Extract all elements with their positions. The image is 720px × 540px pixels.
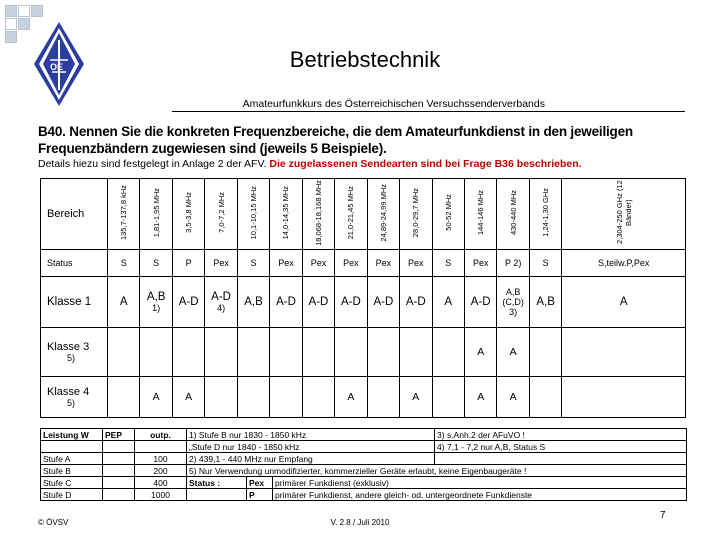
klasse3-cell	[205, 328, 237, 377]
klasse4-note: 5)	[67, 398, 76, 408]
klasse3-cell: A	[464, 328, 496, 377]
footer-version: V. 2.8 / Juli 2010	[330, 518, 390, 527]
klasse1-note: 3)	[509, 307, 518, 317]
table-row	[41, 250, 686, 277]
klasse1-cell: A-D	[172, 277, 204, 328]
klasse4-cell	[237, 377, 269, 418]
note-cell: 1) Stufe B nur 1830 - 1850 kHz	[187, 429, 435, 441]
band-label: 10,1-10,15 MHz	[249, 185, 259, 240]
band-label: 50-52 MHz	[443, 194, 453, 231]
cell: Stufe A	[41, 453, 103, 465]
klasse3-cell	[270, 328, 302, 377]
band-cell	[270, 179, 302, 250]
table-row	[41, 179, 686, 250]
band-cell	[562, 179, 686, 250]
status-cell: P	[172, 250, 204, 277]
klasse4-cell	[108, 377, 140, 418]
klasse4-cell	[562, 377, 686, 418]
band-label: 14,0-14,35 MHz	[281, 185, 291, 240]
note-cell	[435, 453, 687, 465]
status-cell: Pex	[464, 250, 496, 277]
klasse4-cell: A	[464, 377, 496, 418]
band-cell	[205, 179, 237, 250]
status-cell: Pex	[367, 250, 399, 277]
cell: Stufe B	[41, 465, 103, 477]
klasse3-cell	[432, 328, 464, 377]
band-cell	[497, 179, 529, 250]
table-row	[41, 429, 687, 441]
klasse4-cell: A	[140, 377, 172, 418]
band-label: 1,24-1,30 GHz	[541, 188, 551, 237]
klasse1-value: A-D	[211, 291, 231, 303]
klasse1-cell: A-D	[367, 277, 399, 328]
decor-square	[5, 18, 17, 30]
cell	[103, 453, 135, 465]
cell: 200	[135, 465, 187, 477]
decor-square	[31, 5, 43, 17]
band-cell	[432, 179, 464, 250]
note-cell: 2) 439,1 - 440 MHz nur Empfang	[187, 453, 435, 465]
klasse4-cell: A	[335, 377, 367, 418]
band-label: 2,304-250 GHz (12 Bänder)	[614, 180, 633, 245]
logo-letters: OE	[50, 62, 64, 72]
page-subtitle: Amateurfunkkurs des Österreichischen Versuchssenderverbands	[242, 98, 545, 110]
note-cell: P	[247, 489, 273, 501]
cell: 100	[135, 453, 187, 465]
note-cell: 4) 7,1 - 7,2 nur A,B, Status S	[435, 441, 687, 453]
status-cell: Pex	[302, 250, 334, 277]
band-label: 144-146 MHz	[476, 189, 486, 236]
klasse3-cell	[367, 328, 399, 377]
status-cell: S	[432, 250, 464, 277]
klasse1-cell: A-D	[335, 277, 367, 328]
klasse1-cell: A-D	[302, 277, 334, 328]
band-cell	[335, 179, 367, 250]
note-cell: „Stufe D nur 1840 - 1850 kHz	[187, 441, 435, 453]
status-label: Status	[41, 250, 108, 277]
klasse4-label: Klasse 4	[47, 386, 90, 398]
klasse1-cell: A,B	[237, 277, 269, 328]
klasse4-label-cell	[41, 377, 108, 418]
note-cell: primärer Funkdienst (exklusiv)	[273, 477, 687, 489]
klasse1-note: 1)	[152, 303, 161, 313]
klasse3-label-cell	[41, 328, 108, 377]
band-cell	[108, 179, 140, 250]
power-notes-table	[40, 428, 687, 501]
klasse4-cell	[529, 377, 561, 418]
footer-copyright: © ÖVSV	[38, 518, 69, 527]
table-row	[41, 328, 686, 377]
cell	[41, 441, 103, 453]
klasse4-cell	[270, 377, 302, 418]
table-row	[41, 277, 686, 328]
klasse1-label: Klasse 1	[41, 277, 108, 328]
band-label: 28,0-29,7 MHz	[411, 187, 421, 238]
klasse1-cell: A-D	[400, 277, 432, 328]
question-text: B40. Nennen Sie die konkreten Frequenzbereiche, die dem Amateurfunkdienst in den jeweiligen Frequenzbändern zugewiesen sind (jeweils 5 Beispiele).	[38, 124, 633, 156]
page-title: Betriebstechnik	[289, 47, 441, 72]
klasse3-cell	[172, 328, 204, 377]
band-label: 18,068-18,168 MHz	[313, 179, 323, 246]
klasse4-cell: A	[497, 377, 529, 418]
note-cell	[187, 489, 247, 501]
klasse1-note: 4)	[217, 303, 226, 313]
klasse3-cell	[237, 328, 269, 377]
status-cell: S	[237, 250, 269, 277]
klasse3-cell	[529, 328, 561, 377]
klasse3-cell	[108, 328, 140, 377]
band-label: 24,89-24,99 MHz	[378, 183, 388, 242]
cell	[135, 441, 187, 453]
details-line	[38, 158, 688, 170]
details-red-text: Die zugelassenen Sendearten sind bei Frage B36 beschrieben.	[269, 158, 582, 170]
klasse1-value: A,B	[505, 287, 521, 297]
klasse1-cell: A,B	[529, 277, 561, 328]
klasse3-cell	[400, 328, 432, 377]
klasse1-cell	[140, 277, 172, 328]
status-cell: S	[529, 250, 561, 277]
cell: 400	[135, 477, 187, 489]
klasse4-cell	[367, 377, 399, 418]
status-cell: Pex	[335, 250, 367, 277]
note-cell: Status :	[187, 477, 247, 489]
klasse1-cell: A-D	[464, 277, 496, 328]
band-label: 430-440 MHz	[508, 189, 518, 236]
table-row	[41, 441, 687, 453]
klasse3-cell	[562, 328, 686, 377]
cell	[103, 441, 135, 453]
status-cell: Pex	[205, 250, 237, 277]
table-row	[41, 377, 686, 418]
klasse4-cell: A	[400, 377, 432, 418]
klasse4-cell: A	[172, 377, 204, 418]
band-cell	[367, 179, 399, 250]
cell: Stufe C	[41, 477, 103, 489]
klasse3-cell	[140, 328, 172, 377]
cell	[103, 477, 135, 489]
klasse1-cell	[497, 277, 529, 328]
note-cell: primärer Funkdienst, andere gleich- od. untergeordnete Funkdienste	[273, 489, 687, 501]
band-cell	[302, 179, 334, 250]
klasse3-cell	[302, 328, 334, 377]
band-cell	[529, 179, 561, 250]
bereich-label: Bereich	[41, 179, 108, 250]
decor-square	[5, 5, 17, 17]
status-cell: S	[108, 250, 140, 277]
status-cell: P 2)	[497, 250, 529, 277]
status-cell: Pex	[270, 250, 302, 277]
klasse1-cell: A-D	[270, 277, 302, 328]
cell	[103, 489, 135, 501]
klasse3-cell: A	[497, 328, 529, 377]
klasse1-cell	[205, 277, 237, 328]
cell: Stufe D	[41, 489, 103, 501]
cell	[103, 465, 135, 477]
cell: outp.	[135, 429, 187, 441]
band-cell	[140, 179, 172, 250]
band-cell	[400, 179, 432, 250]
klasse4-cell	[432, 377, 464, 418]
table-row	[41, 477, 687, 489]
table-row	[41, 465, 687, 477]
band-cell	[464, 179, 496, 250]
details-text: Details hiezu sind festgelegt in Anlage 2 der AFV.	[38, 158, 267, 170]
status-cell: Pex	[400, 250, 432, 277]
decor-square	[18, 5, 30, 17]
band-label: 21,0-21,45 MHz	[346, 185, 356, 240]
klasse3-note: 5)	[67, 353, 76, 363]
band-label: 7,0-7,2 MHz	[216, 192, 226, 233]
klasse1-cell: A	[108, 277, 140, 328]
cell: PEP	[103, 429, 135, 441]
klasse3-label: Klasse 3	[47, 341, 90, 353]
band-cell	[172, 179, 204, 250]
note-cell: Pex	[247, 477, 273, 489]
page-number: 7	[660, 510, 666, 521]
klasse1-cell: A	[562, 277, 686, 328]
decor-square	[18, 18, 30, 30]
klasse4-cell	[205, 377, 237, 418]
klasse4-cell	[302, 377, 334, 418]
cell: 1000	[135, 489, 187, 501]
oevsv-logo	[32, 20, 87, 110]
decor-square	[5, 31, 17, 43]
frequency-table	[40, 178, 686, 418]
note-cell: 5) Nur Verwendung unmodifizierter, kommerzieller Geräte erlaubt, keine Eigenbaugeräte !	[187, 465, 687, 477]
klasse1-note: (C,D)	[502, 297, 524, 307]
klasse3-cell	[335, 328, 367, 377]
klasse1-value: A,B	[146, 291, 166, 303]
table-row	[41, 453, 687, 465]
band-label: 135,7-137,8 kHz	[119, 184, 129, 241]
note-cell: 3) s.Anh.2 der AFuVO !	[435, 429, 687, 441]
band-label: 3,5-3,8 MHz	[184, 192, 194, 233]
cell: Leistung W	[41, 429, 103, 441]
status-cell: S	[140, 250, 172, 277]
klasse1-cell: A	[432, 277, 464, 328]
table-row	[41, 489, 687, 501]
header-rule	[172, 111, 685, 112]
status-cell: S,teilw.P,Pex	[562, 250, 686, 277]
band-label: 1,81-1,95 MHz	[151, 187, 161, 238]
band-cell	[237, 179, 269, 250]
